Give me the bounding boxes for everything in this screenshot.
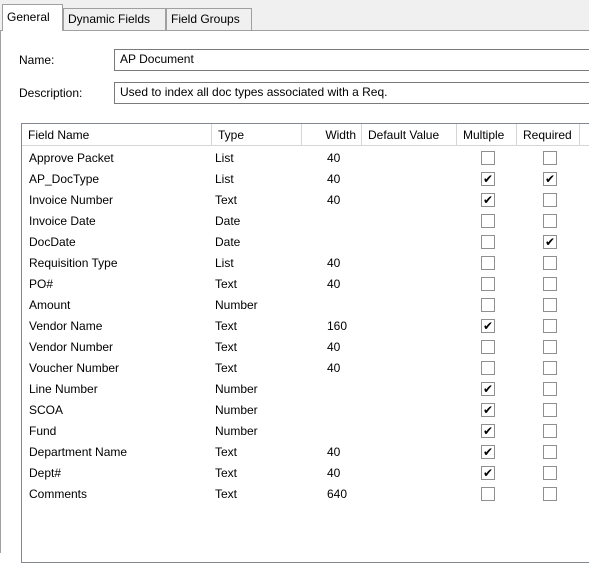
required-checkbox[interactable]	[543, 172, 557, 186]
checkmark-icon: ✔	[544, 172, 556, 186]
field-type-cell: List	[215, 256, 234, 270]
multiple-checkbox[interactable]	[481, 382, 495, 396]
required-checkbox[interactable]	[543, 277, 557, 291]
field-type-cell: Text	[215, 445, 238, 459]
field-type-cell: Text	[215, 466, 238, 480]
multiple-checkbox[interactable]	[481, 361, 495, 375]
required-checkbox[interactable]	[543, 214, 557, 228]
required-checkbox[interactable]	[543, 340, 557, 354]
multiple-checkbox[interactable]	[481, 151, 495, 165]
field-name-cell: Voucher Number	[29, 361, 120, 375]
checkmark-icon: ✔	[482, 319, 494, 333]
table-row[interactable]	[22, 169, 589, 190]
required-checkbox[interactable]	[543, 424, 557, 438]
required-checkbox[interactable]	[543, 361, 557, 375]
description-field[interactable]: Used to index all doc types associated with a Req.	[114, 82, 589, 104]
required-checkbox[interactable]	[543, 235, 557, 249]
required-checkbox[interactable]	[543, 466, 557, 480]
tab-bar	[0, 0, 589, 30]
table-row[interactable]	[22, 211, 589, 232]
checkmark-icon: ✔	[482, 466, 494, 480]
field-name-cell: Line Number	[29, 382, 98, 396]
field-width-cell: 40	[327, 340, 341, 354]
multiple-checkbox[interactable]	[481, 298, 495, 312]
field-width-cell: 640	[327, 487, 348, 501]
field-type-cell: Text	[215, 319, 238, 333]
field-type-cell: Number	[215, 382, 258, 396]
column-header-default-value[interactable]: Default Value	[362, 124, 457, 146]
required-checkbox[interactable]	[543, 319, 557, 333]
multiple-checkbox[interactable]	[481, 487, 495, 501]
multiple-checkbox[interactable]	[481, 256, 495, 270]
field-name-cell: Vendor Number	[29, 340, 114, 354]
field-name-cell: AP_DocType	[29, 172, 100, 186]
field-type-cell: List	[215, 151, 234, 165]
name-field[interactable]: AP Document	[114, 49, 589, 71]
multiple-checkbox[interactable]	[481, 277, 495, 291]
table-row[interactable]	[22, 337, 589, 358]
multiple-checkbox[interactable]	[481, 403, 495, 417]
field-type-cell: Text	[215, 361, 238, 375]
field-name-cell: Vendor Name	[29, 319, 103, 333]
field-width-cell: 40	[327, 466, 341, 480]
description-label: Description:	[19, 86, 83, 100]
tab-general[interactable]: General	[2, 4, 63, 31]
field-width-cell: 40	[327, 193, 341, 207]
table-row[interactable]	[22, 274, 589, 295]
table-row[interactable]	[22, 442, 589, 463]
column-header-field-name[interactable]: Field Name	[22, 124, 212, 146]
table-row[interactable]	[22, 400, 589, 421]
table-row[interactable]	[22, 295, 589, 316]
field-width-cell: 40	[327, 277, 341, 291]
field-type-cell: Date	[215, 235, 241, 249]
grid-header	[22, 124, 589, 146]
field-type-cell: Number	[215, 403, 258, 417]
table-row[interactable]	[22, 232, 589, 253]
field-type-cell: Number	[215, 424, 258, 438]
tab-dynamic-fields[interactable]: Dynamic Fields	[63, 8, 166, 30]
column-header-required[interactable]: Required	[517, 124, 580, 146]
field-type-cell: Text	[215, 340, 238, 354]
field-name-cell: Invoice Number	[29, 193, 114, 207]
field-width-cell: 40	[327, 361, 341, 375]
name-label: Name:	[19, 53, 55, 67]
checkmark-icon: ✔	[544, 235, 556, 249]
field-width-cell: 40	[327, 172, 341, 186]
field-name-cell: Amount	[29, 298, 71, 312]
field-name-cell: DocDate	[29, 235, 76, 249]
table-row[interactable]	[22, 253, 589, 274]
required-checkbox[interactable]	[543, 298, 557, 312]
table-row[interactable]	[22, 358, 589, 379]
field-name-cell: Requisition Type	[29, 256, 118, 270]
required-checkbox[interactable]	[543, 256, 557, 270]
required-checkbox[interactable]	[543, 151, 557, 165]
field-width-cell: 160	[327, 319, 348, 333]
multiple-checkbox[interactable]	[481, 340, 495, 354]
field-type-cell: Text	[215, 193, 238, 207]
field-name-cell: Dept#	[29, 466, 62, 480]
multiple-checkbox[interactable]	[481, 214, 495, 228]
field-width-cell: 40	[327, 256, 341, 270]
field-name-cell: Comments	[29, 487, 88, 501]
tab-field-groups[interactable]: Field Groups	[166, 8, 252, 30]
checkmark-icon: ✔	[482, 172, 494, 186]
multiple-checkbox[interactable]	[481, 193, 495, 207]
required-checkbox[interactable]	[543, 403, 557, 417]
checkmark-icon: ✔	[482, 382, 494, 396]
required-checkbox[interactable]	[543, 487, 557, 501]
table-row[interactable]	[22, 484, 589, 505]
table-row[interactable]	[22, 421, 589, 442]
field-name-cell: Approve Packet	[29, 151, 114, 165]
field-type-cell: Number	[215, 298, 258, 312]
column-header-type[interactable]: Type	[212, 124, 302, 146]
field-name-cell: PO#	[29, 277, 54, 291]
field-width-cell: 40	[327, 151, 341, 165]
field-name-cell: Invoice Date	[29, 214, 96, 228]
required-checkbox[interactable]	[543, 445, 557, 459]
field-name-cell: Fund	[29, 424, 57, 438]
multiple-checkbox[interactable]	[481, 319, 495, 333]
column-header-multiple[interactable]: Multiple	[457, 124, 517, 146]
checkmark-icon: ✔	[482, 193, 494, 207]
field-name-cell: Department Name	[29, 445, 128, 459]
column-header-width[interactable]: Width	[302, 124, 362, 146]
field-name-cell: SCOA	[29, 403, 64, 417]
field-type-cell: List	[215, 172, 234, 186]
required-checkbox[interactable]	[543, 382, 557, 396]
field-width-cell: 40	[327, 445, 341, 459]
fields-grid[interactable]	[21, 123, 589, 563]
required-checkbox[interactable]	[543, 193, 557, 207]
checkmark-icon: ✔	[482, 445, 494, 459]
field-type-cell: Text	[215, 487, 238, 501]
table-row[interactable]	[22, 463, 589, 484]
checkmark-icon: ✔	[482, 403, 494, 417]
multiple-checkbox[interactable]	[481, 172, 495, 186]
multiple-checkbox[interactable]	[481, 466, 495, 480]
multiple-checkbox[interactable]	[481, 424, 495, 438]
field-type-cell: Date	[215, 214, 241, 228]
multiple-checkbox[interactable]	[481, 445, 495, 459]
multiple-checkbox[interactable]	[481, 235, 495, 249]
table-row[interactable]	[22, 316, 589, 337]
checkmark-icon: ✔	[482, 424, 494, 438]
field-type-cell: Text	[215, 277, 238, 291]
table-row[interactable]	[22, 379, 589, 400]
table-row[interactable]	[22, 148, 589, 169]
table-row[interactable]	[22, 190, 589, 211]
